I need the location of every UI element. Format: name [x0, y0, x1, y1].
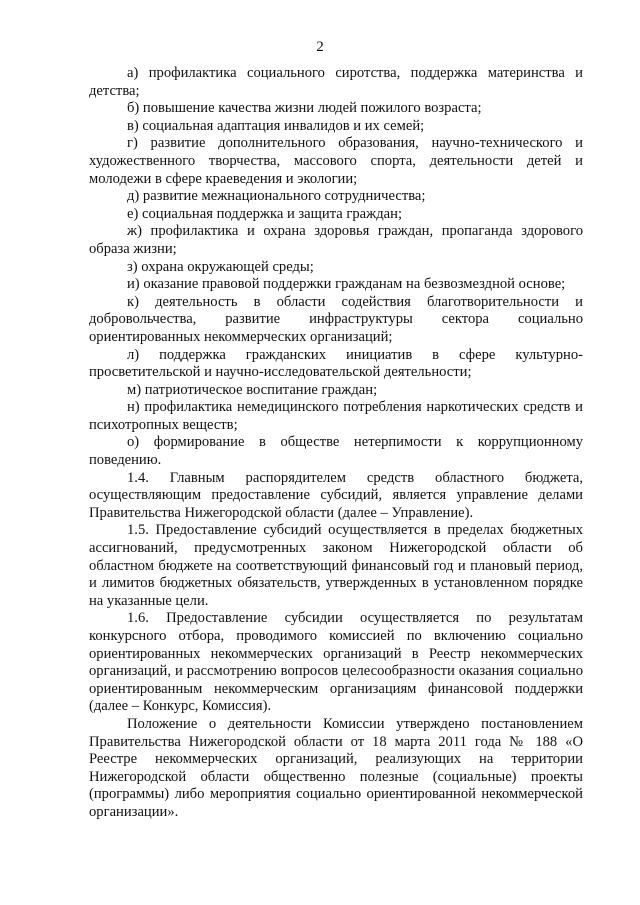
page-number: 2	[316, 39, 324, 55]
paragraph-a: а) профилактика социального сиротства, поддержка материнства и детства;	[89, 65, 583, 99]
document-body	[89, 65, 583, 822]
paragraph-e: е) социальная поддержка и защита граждан;	[127, 205, 403, 222]
paragraph-z: з) охрана окружающей среды;	[127, 258, 314, 275]
clause-1-4: 1.4. Главным распорядителем средств областного бюджета, осуществляющим предоставление субсидий, является управление делами Правительства Нижегородской области (далее – Управление).	[89, 469, 583, 521]
paragraph-l: л) поддержка гражданских инициатив в сфере культурно-просветительской и научно-исследовательской деятельности;	[89, 346, 583, 381]
paragraph-o: о) формирование в обществе нетерпимости к коррупционному поведению.	[89, 434, 583, 469]
paragraph-n: н) профилактика немедицинского потребления наркотических средств и психотропных веществ;	[89, 399, 583, 433]
paragraph-d: д) развитие межнационального сотрудничества;	[127, 188, 426, 205]
paragraph-g: г) развитие дополнительного образования, научно-технического и художественного творчества, массового спорта, деятельности детей и молодежи в сфере краеведения и экологии;	[89, 135, 583, 187]
paragraph-b: б) повышение качества жизни людей пожилого возраста;	[127, 100, 482, 117]
clause-1-6: 1.6. Предоставление субсидии осуществляется по результатам конкурсного отбора, проводимого комиссией по включению социально ориентированных некоммерческих организаций в Реестр некоммерческих организаций, и рассмотрению вопросов целесообразности оказания социально ориентированным некоммерческим организациям финансовой поддержки (далее – Конкурс, Комиссия).	[89, 610, 583, 715]
paragraph-i: и) оказание правовой поддержки гражданам на безвозмездной основе;	[127, 276, 566, 293]
commission-regulation-paragraph: Положение о деятельности Комиссии утверждено постановлением Правительства Нижегородской области от 18 марта 2011 года № 188 «О Реестре некоммерческих организаций, реализующих на территории Нижегородской области общественно полезные (социальные) проекты (программы) либо мероприятия социально ориентированной некоммерческой организации».	[89, 715, 583, 820]
paragraph-v: в) социальная адаптация инвалидов и их семей;	[127, 117, 425, 134]
paragraph-m: м) патриотическое воспитание граждан;	[127, 381, 378, 398]
paragraph-k: к) деятельность в области содействия благотворительности и добровольчества, развитие инфраструктуры сектора социально ориентированных некоммерческих организаций;	[89, 293, 583, 345]
paragraph-zh: ж) профилактика и охрана здоровья граждан, пропаганда здорового образа жизни;	[89, 223, 583, 257]
clause-1-5: 1.5. Предоставление субсидий осуществляется в пределах бюджетных ассигнований, предусмотренных законом Нижегородской области об областном бюджете на соответствующий финансовый год и плановый период, и лимитов бюджетных обязательств, утвержденных в установленном порядке на указанные цели.	[89, 522, 583, 609]
